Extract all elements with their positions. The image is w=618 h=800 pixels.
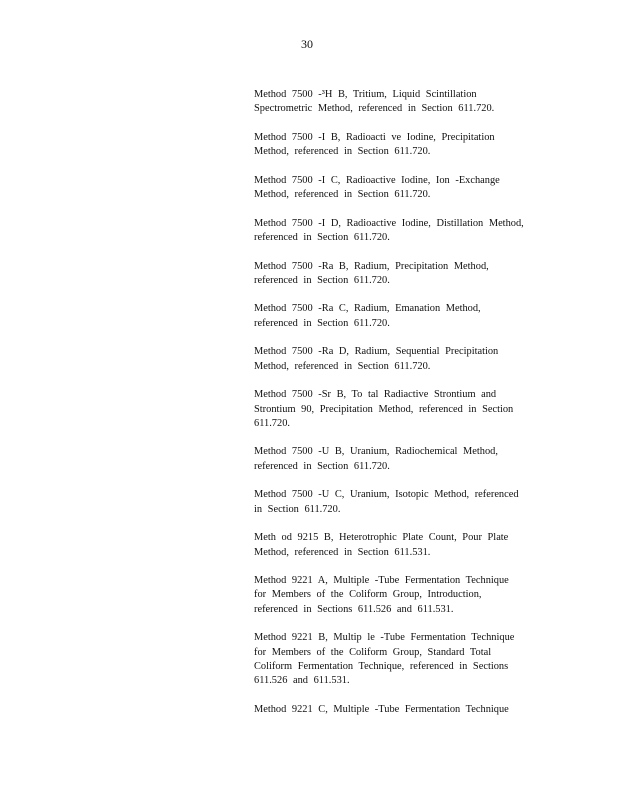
reference-entry: Method 7500 -³H B, Tritium, Liquid Scintillation Spectrometric Method, referenced in Section 611.720.	[254, 89, 495, 115]
reference-entry: Method 7500 -I B, Radioacti ve Iodine, Precipitation Method, referenced in Section 611.720.	[254, 131, 495, 158]
page-number: 30	[301, 37, 313, 51]
reference-entry: Method 9221 B, Multip le -Tube Fermentation Technique for Members of the Coliform Group, Standard Total Coliform Fermentation Technique, referenced in Sections 611.526 and 611.531.	[254, 632, 515, 687]
reference-entry: Method 7500 -Ra D, Radium, Sequential Precipitation Method, referenced in Section 611.720.	[254, 346, 499, 372]
reference-entry: Method 7500 -Sr B, To tal Radiactive Strontium and Strontium 90, Precipitation Method, referenced in Section 611.720.	[254, 389, 514, 429]
reference-entry: Method 7500 -U B, Uranium, Radiochemical Method, referenced in Section 611.720.	[254, 446, 498, 472]
reference-entry: Method 9221 C, Multiple -Tube Fermentation Technique	[254, 703, 509, 715]
reference-entry: Method 7500 -U C, Uranium, Isotopic Method, referenced in Section 611.720.	[254, 489, 519, 515]
reference-entry: Method 9221 A, Multiple -Tube Fermentation Technique for Members of the Coliform Group, Introduction, referenced in Sections 611.526 and 611.531.	[254, 575, 509, 615]
reference-entry: Method 7500 -Ra B, Radium, Precipitation Method, referenced in Section 611.720.	[254, 260, 489, 286]
reference-entry: Meth od 9215 B, Heterotrophic Plate Count, Pour Plate Method, referenced in Section 611.531.	[254, 532, 509, 558]
reference-entry: Method 7500 -I D, Radioactive Iodine, Distillation Method, referenced in Section 611.720.	[254, 217, 524, 243]
reference-list	[254, 88, 534, 731]
reference-entry: Method 7500 -I C, Radioactive Iodine, Ion -Exchange Method, referenced in Section 611.720.	[254, 174, 500, 201]
reference-entry: Method 7500 -Ra C, Radium, Emanation Method, referenced in Section 611.720.	[254, 303, 481, 329]
